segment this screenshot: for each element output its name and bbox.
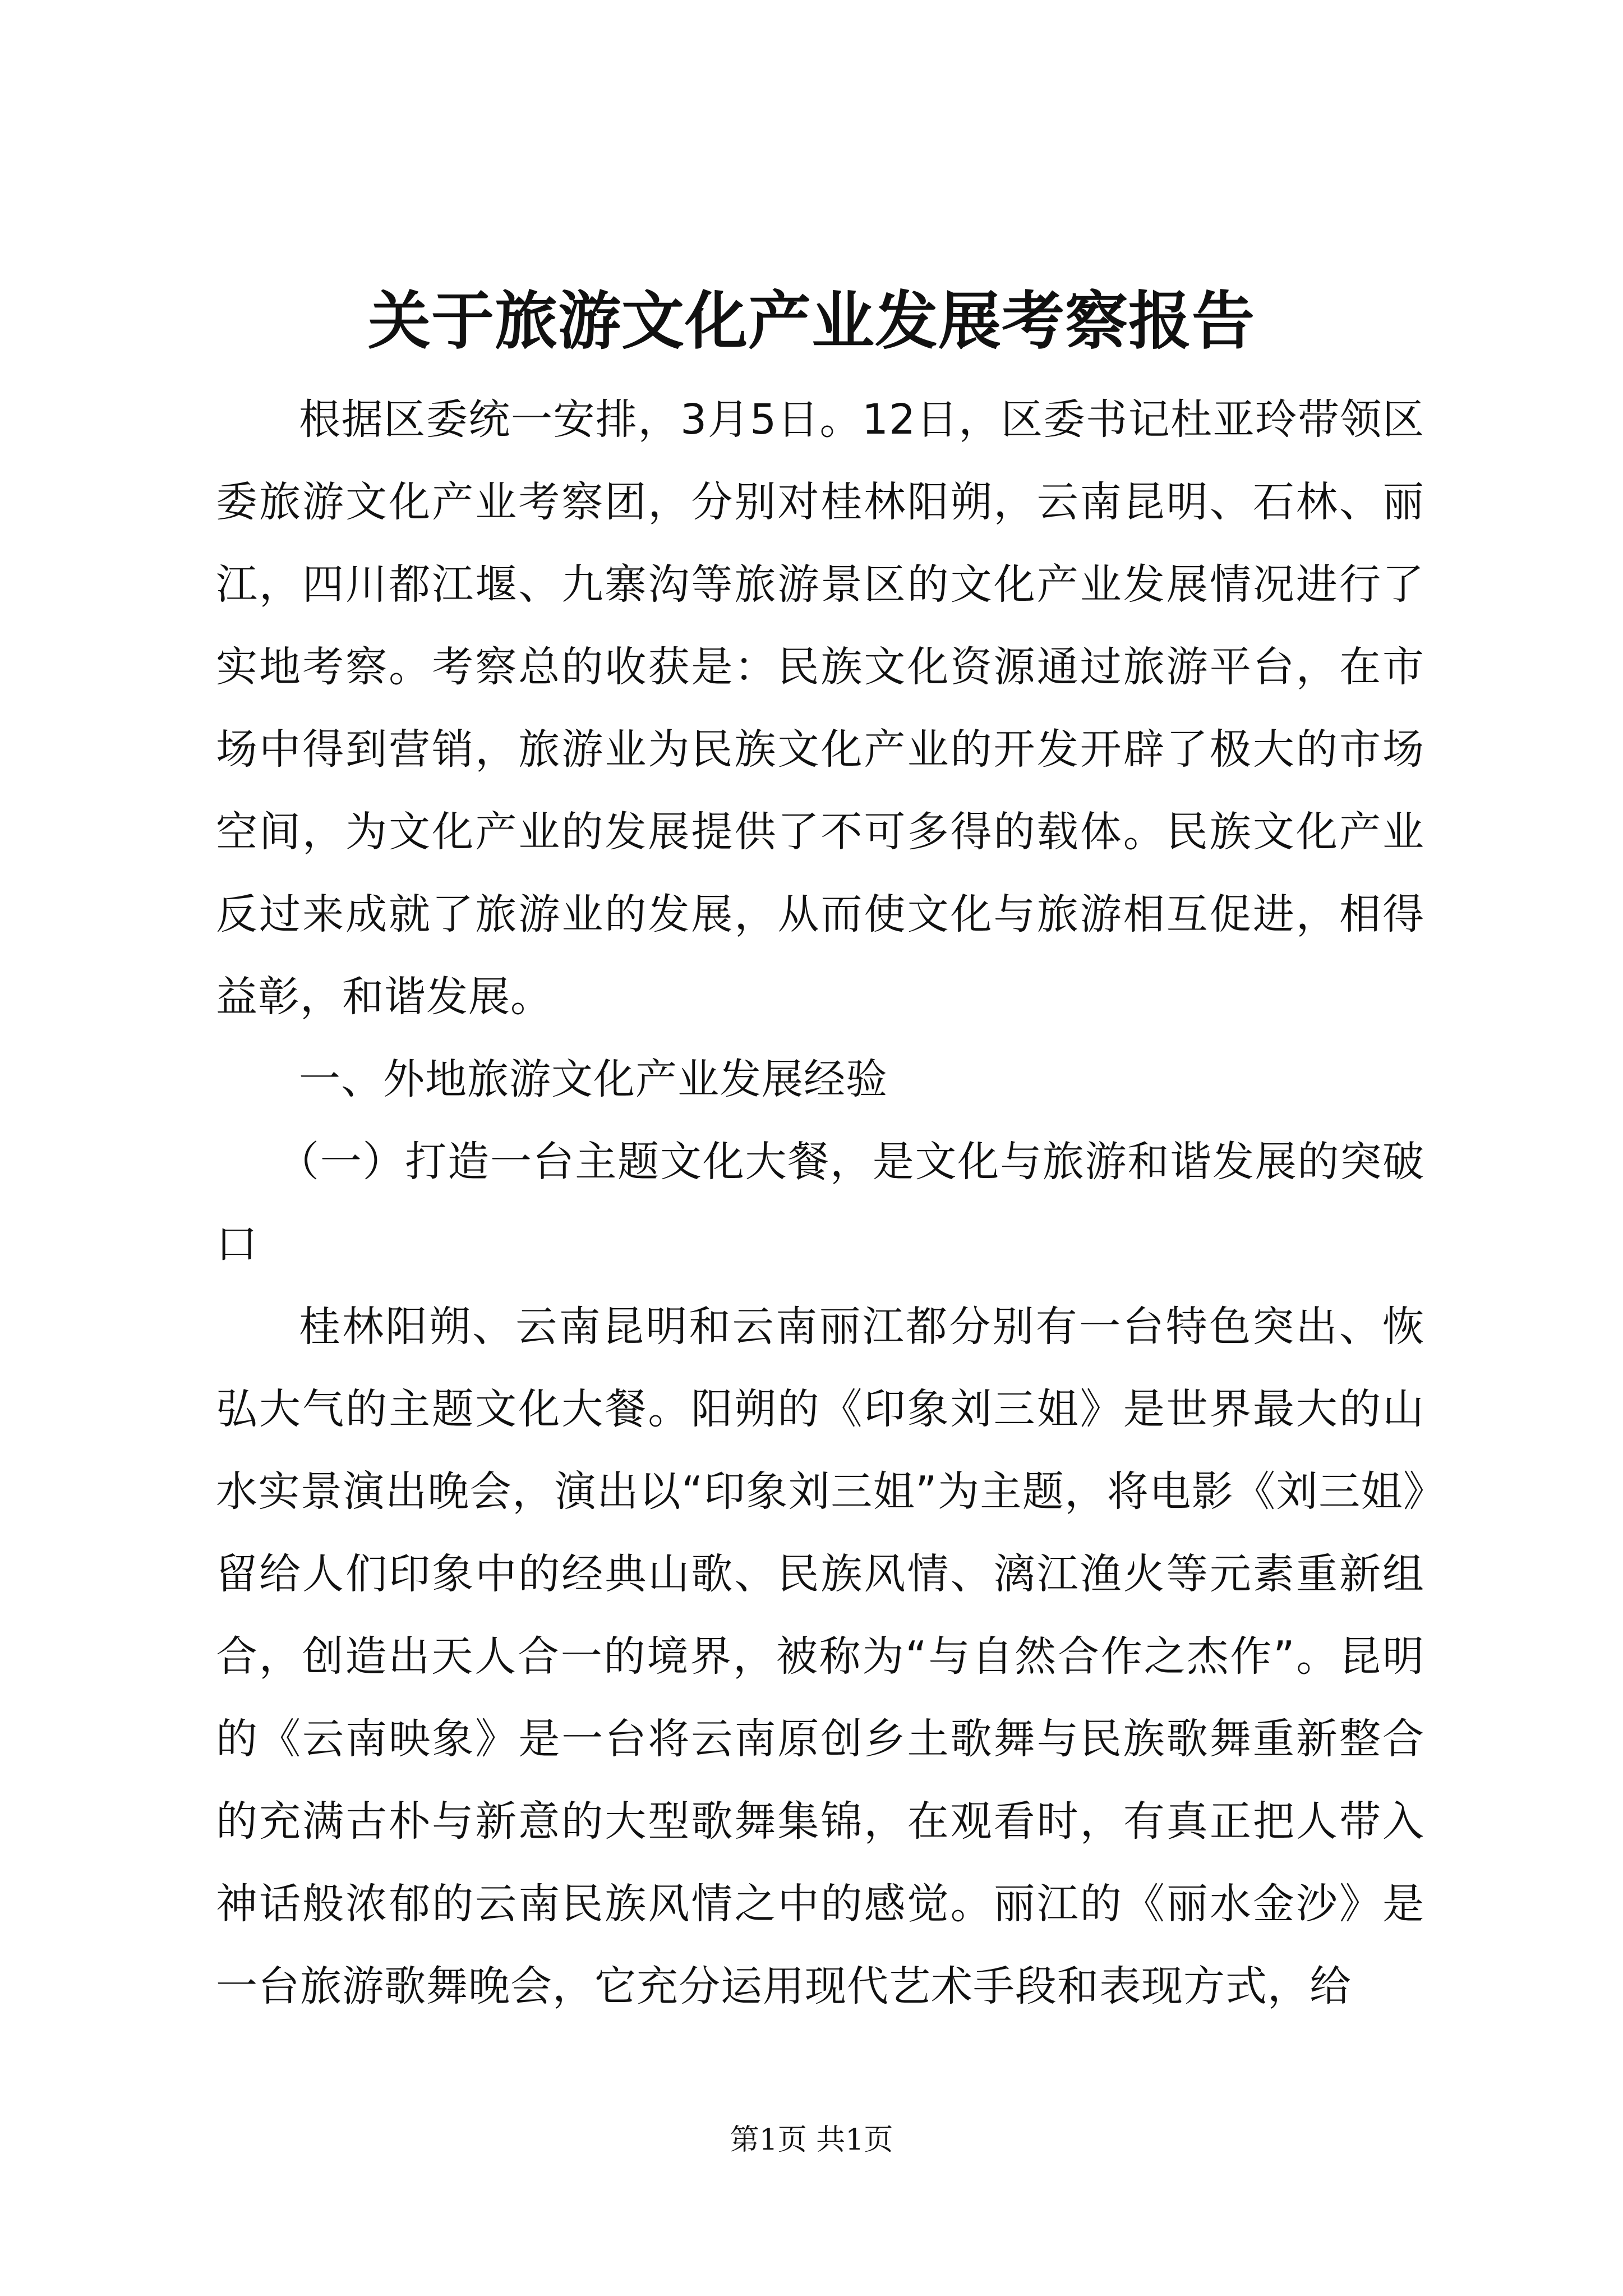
page-footer: 第1页 共1页: [730, 2123, 893, 2157]
document-body: [216, 379, 1424, 2028]
section-heading: 一、外地旅游文化产业发展经验: [299, 1055, 888, 1103]
paragraph-experience: 桂林阳朔、云南昆明和云南丽江都分别有一台特色突出、恢弘大气的主题文化大餐。阳朔的《印象刘三姐》是世界最大的山水实景演出晚会，演出以“印象刘三姐”为主题，将电影《刘三姐》留给人们印象中的经典山歌、民族风情、漓江渔火等元素重新组合，创造出天人合一的境界，被称为“与自然合作之杰作”。昆明的《云南映象》是一台将云南原创乡土歌舞与民族歌舞重新整合的充满古朴与新意的大型歌舞集锦，在观看时，有真正把人带入神话般浓郁的云南民族风情之中的感觉。丽江的《丽水金沙》是一台旅游歌舞晚会，它充分运用现代艺术手段和表现方式，给: [216, 1303, 1424, 2010]
document-title: 关于旅游文化产业发展考察报告: [368, 284, 1255, 358]
paragraph-intro: 根据区委统一安排，3月5日。12日，区委书记杜亚玲带领区委旅游文化产业考察团，分别对桂林阳朔，云南昆明、石林、丽江，四川都江堰、九寨沟等旅游景区的文化产业发展情况进行了实地考察。考察总的收获是：民族文化资源通过旅游平台，在市场中得到营销，旅游业为民族文化产业的开发开辟了极大的市场空间，为文化产业的发展提供了不可多得的载体。民族文化产业反过来成就了旅游业的发展，从而使文化与旅游相互促进，相得益彰，和谐发展。: [216, 395, 1424, 1021]
subsection-heading: （一）打造一台主题文化大餐，是文化与旅游和谐发展的突破口: [216, 1138, 1424, 1268]
